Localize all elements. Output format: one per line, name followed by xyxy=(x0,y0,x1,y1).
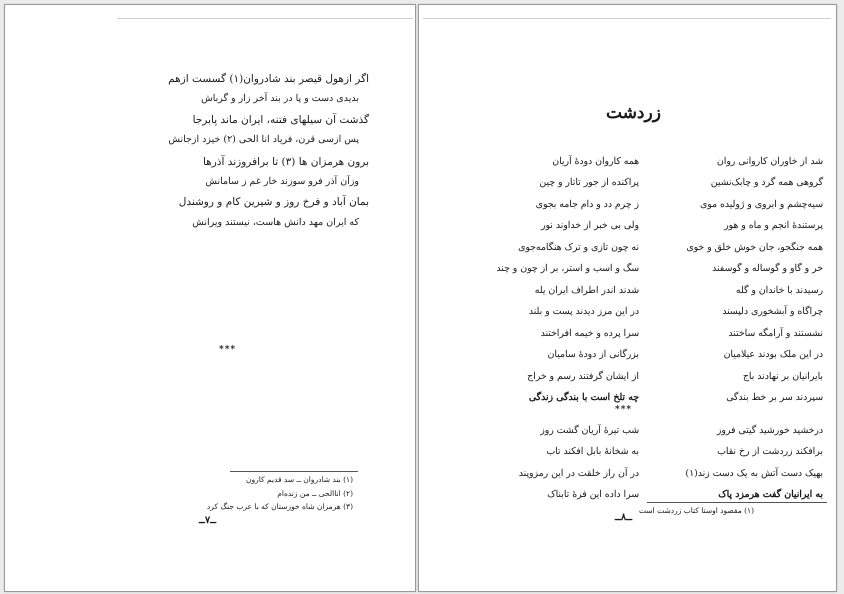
page-number: ــ۸ــ xyxy=(615,512,633,523)
hemistich-right: سپردند سر بر خط بندگی xyxy=(726,392,823,403)
hemistich-left: ولی بی خبر از خداوند نور xyxy=(541,220,639,231)
hemistich-left: به شخانهٔ بابل افکند تاب xyxy=(546,446,639,457)
poem-line: برون هرمزان ها (۳) تا برافروزند آذرها xyxy=(202,156,369,168)
hemistich-right: درخشید خورشید گیتی فروز xyxy=(716,425,823,436)
left-page xyxy=(4,4,416,592)
hemistich-left: سرا داده این فرهٔ تابناک xyxy=(547,489,639,500)
right-page xyxy=(418,4,837,592)
footnote-rule xyxy=(230,471,358,472)
poem-line: بمان آباد و فرخ روز و شیرین کام و روشندل xyxy=(178,196,369,208)
hemistich-left: همه کاروان دودهٔ آریان xyxy=(552,156,639,167)
hemistich-left: نه چون تازی و ترک هنگامه‌جوی xyxy=(518,242,639,253)
poem-line: که ایران مهد دانش هاست، نیستند ویرانش xyxy=(192,217,359,228)
footnote: (۱) بند شادروان ــ سد قدیم کارون xyxy=(245,475,353,484)
hemistich-right: شد از خاوران کاروانی روان xyxy=(716,156,823,167)
hemistich-right: نشستند و آرامگه ساختند xyxy=(728,328,823,339)
hemistich-right: چراگاه و آبشخوری دلپسند xyxy=(722,306,823,317)
hemistich-left: چه تلخ است با بندگی زندگی xyxy=(528,392,639,403)
hemistich-left: ز چرم دد و دام جامه بجوی xyxy=(535,199,639,210)
hemistich-left: سرا پرده و خیمه افراختند xyxy=(540,328,639,339)
footnote: (۳) هرمزان شاه خوزستان که با عرب جنگ کرد xyxy=(206,502,353,511)
poem-line: گذشت آن سیلهای فتنه، ایران ماند پابرجا xyxy=(192,114,369,126)
hemistich-right: برافکند زردشت از رخ نقاب xyxy=(717,446,823,457)
hemistich-right: به ایرانیان گفت هرمزد پاک xyxy=(718,489,823,500)
section-divider: *** xyxy=(219,345,237,355)
hemistich-right: بایرانیان بر نهادند باج xyxy=(742,371,823,382)
section-divider: *** xyxy=(615,405,633,415)
hemistich-right: در این ملک بودند عیلامیان xyxy=(723,349,823,360)
page-number: ــ۷ــ xyxy=(199,515,217,526)
poem-line: پس ازسی قرن، فریاد انا الحی (۲) خیزد ازجانش xyxy=(168,134,359,145)
hemistich-right: بهیک دست آتش به یک دست زند(۱) xyxy=(685,468,823,479)
top-rule xyxy=(423,18,831,19)
hemistich-right: پرستندهٔ انجم و ماه و هور xyxy=(724,220,823,231)
hemistich-left: در این مرز دیدند پست و بلند xyxy=(528,306,639,317)
footnote: (۱) مقصود اوستا کتاب زردشت است xyxy=(638,506,754,515)
hemistich-right: همه جنگجو، جان خوش خلق و خوی xyxy=(686,242,823,253)
hemistich-left: سگ و اسب و استر، بر از چون و چند xyxy=(496,263,639,274)
poem-title: زردشت xyxy=(606,103,661,123)
poem-line: اگر ازهول قیصر بند شادروان(۱) گسست ازهم xyxy=(168,73,369,85)
hemistich-right: سیه‌چشم و ابروی و ژولیده موی xyxy=(699,199,823,210)
hemistich-left: پراکنده از جور تاتار و چین xyxy=(539,177,639,188)
poem-line: وزآن آذر فرو سوزند خار غم ز سامانش xyxy=(205,176,359,187)
hemistich-left: شب تیرهٔ آریان گشت روز xyxy=(540,425,639,436)
hemistich-left: بزرگانی از دودهٔ سامیان xyxy=(547,349,639,360)
poem-line: بدیدی دست و پا در بند آخر زار و گرباش xyxy=(201,93,359,104)
hemistich-right: خر و گاو و گوساله و گوسفند xyxy=(712,263,823,274)
footnote: (۲) اناالحی ــ من زنده‌ام xyxy=(277,489,353,498)
hemistich-right: رسیدند با خاندان و گله xyxy=(735,285,823,296)
hemistich-left: شدند اندر اطراف ایران یله xyxy=(534,285,639,296)
hemistich-right: گروهی همه گرد و چابک‌نشین xyxy=(710,177,823,188)
top-rule xyxy=(117,18,413,19)
hemistich-left: از ایشان گرفتند رسم و خراج xyxy=(527,371,639,382)
hemistich-left: در آن راز خلقت در این رمزوپند xyxy=(518,468,639,479)
footnote-rule xyxy=(647,502,827,503)
